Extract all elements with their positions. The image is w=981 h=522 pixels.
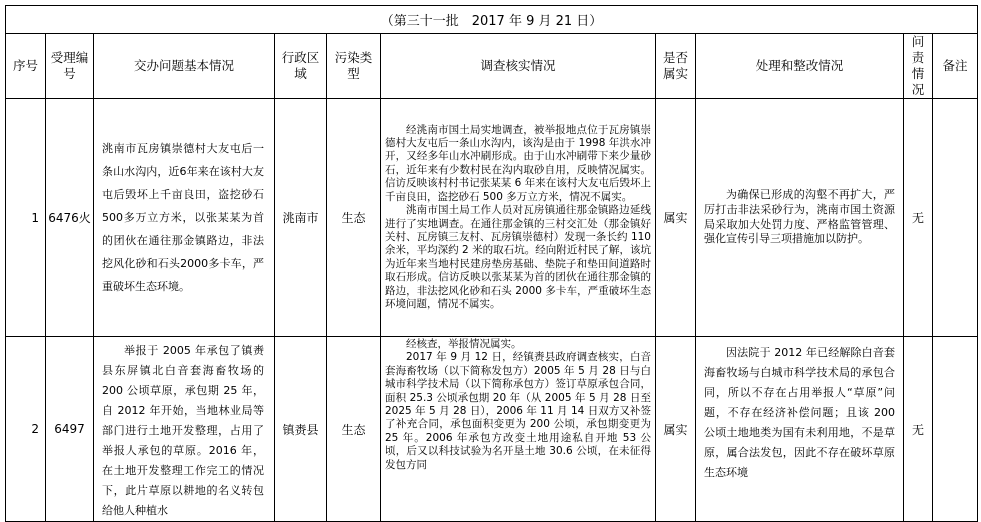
row-region: 洮南市	[275, 99, 327, 337]
row-receipt	[46, 99, 94, 337]
title-row	[6, 6, 978, 34]
row-remark	[933, 99, 978, 337]
table-title: （第三十一批 2017 年 9 月 21 日）	[6, 6, 978, 34]
header-verified: 是否属实	[656, 34, 696, 99]
handling-text: 为确保已形成的沟壑不再扩大，严厉打击非法采砂行为，洮南市国土资源局采取加大处罚力度、严格监管管理、强化宣传引导三项措施加以防护。	[704, 188, 895, 246]
row-issue	[94, 337, 275, 522]
row-pollution: 生态	[327, 99, 381, 337]
investigation-paragraph-2: 2017 年 9 月 12 日，经镇赉县政府调查核实，白音套海畜牧场（以下简称发包方）2005 年 5 月 28 日与白城市科学技术局（以下简称承包方）签订草原承包合同，面积 25.3 公顷承包期 20 年（从 2005 年 5 月 28 日至 2025 年 5 月 28 日），2006 年 11 月 14 日双方又补签了补充合同，承包面积变更为 200 公顷，承包期变更为 25 年。2006 年承包方改变土地用途私自开地 53 公顷，后又以科技试验为名开垦土地 30.6 公顷，在未征得发包方同	[385, 351, 651, 471]
issue-text: 举报于 2005 年承包了镇赉县东屏镇北白音套海畜牧场的 200 公顷草原，承包期 25 年，自 2012 年开始，当地林业局等部门进行土地开发整理，占用了举报人承包的草原。2016 年，在土地开发整理工作完工的情况下，此片草原以耕地的名义转包给他人种植水	[102, 344, 264, 517]
row-handling	[696, 99, 904, 337]
investigation-paragraph-2: 洮南市国土局工作人员对瓦房镇通往那金镇路边延线进行了实地调查。在通往那金镇的三村交汇处（那金镇好关村、瓦房镇三友村、瓦房镇崇德村）发现一条长约 110 余米，平均深约 2 米的取石坑。经向附近村民了解，该坑为近年来当地村民建房垫房基础、垫院子和垫田间道路时取石形成。信访反映以张某某为首的团伙在通往那金镇的路边，非法挖风化砂和石头 2000 多卡车，严重破坏生态环境问题，情况不属实。	[385, 204, 651, 310]
receipt-suffix: 火	[78, 211, 91, 225]
investigation-paragraph-1: 经洮南市国土局实地调查，被举报地点位于瓦房镇崇德村大友屯后一条山水沟内，该沟是由于 1998 年洪水冲开，又经多年山水冲刷形成。由于山水冲刷带下来少量砂石，近年来有少数村民在沟内取砂自用，反映情况属实。信访反映该村村书记张某某 6 年来在该村大友屯后毁坏上千亩良田，盗挖砂石 500 多万立方米，情况不属实。	[385, 123, 651, 203]
document-sheet	[5, 5, 977, 517]
header-seq: 序号	[6, 34, 46, 99]
row-receipt: 6497	[46, 337, 94, 522]
header-handling: 处理和整改情况	[696, 34, 904, 99]
header-remark: 备注	[933, 34, 978, 99]
row-accountability: 无	[904, 337, 933, 522]
table-row	[6, 337, 978, 522]
header-receipt: 受理编号	[46, 34, 94, 99]
header-row	[6, 34, 978, 99]
row-investigation	[381, 337, 656, 522]
investigation-paragraph-1: 经核查，举报情况属实。	[406, 338, 522, 350]
row-remark	[933, 337, 978, 522]
row-investigation	[381, 99, 656, 337]
receipt-number: 6476	[48, 211, 79, 225]
row-seq: 2	[6, 337, 46, 522]
row-handling	[696, 337, 904, 522]
row-accountability: 无	[904, 99, 933, 337]
table-row	[6, 99, 978, 337]
supervision-table	[5, 5, 978, 522]
row-seq: 1	[6, 99, 46, 337]
handling-text: 因法院于 2012 年已经解除白音套海畜牧场与白城市科学技术局的承包合同，所以不存在占用举报人“草原”问题，不存在经济补偿问题；且该 200 公顷土地地类为国有未利用地，不是草原，属合法发包，因此不存在破坏草原生态环境	[704, 346, 895, 479]
header-pollution: 污染类型	[327, 34, 381, 99]
row-issue: 洮南市瓦房镇崇德村大友屯后一条山水沟内，近6年来在该村大友屯后毁坏上千亩良田，盗挖砂石500多万立方米，以张某某为首的团伙在通往那金镇路边，非法挖风化砂和石头2000多卡车，严重破坏生态环境。	[94, 99, 275, 337]
row-region: 镇赉县	[275, 337, 327, 522]
header-issue: 交办问题基本情况	[94, 34, 275, 99]
row-pollution: 生态	[327, 337, 381, 522]
header-accountability: 问责情况	[904, 34, 933, 99]
header-region: 行政区域	[275, 34, 327, 99]
header-investigation: 调查核实情况	[381, 34, 656, 99]
row-verified: 属实	[656, 337, 696, 522]
row-verified: 属实	[656, 99, 696, 337]
